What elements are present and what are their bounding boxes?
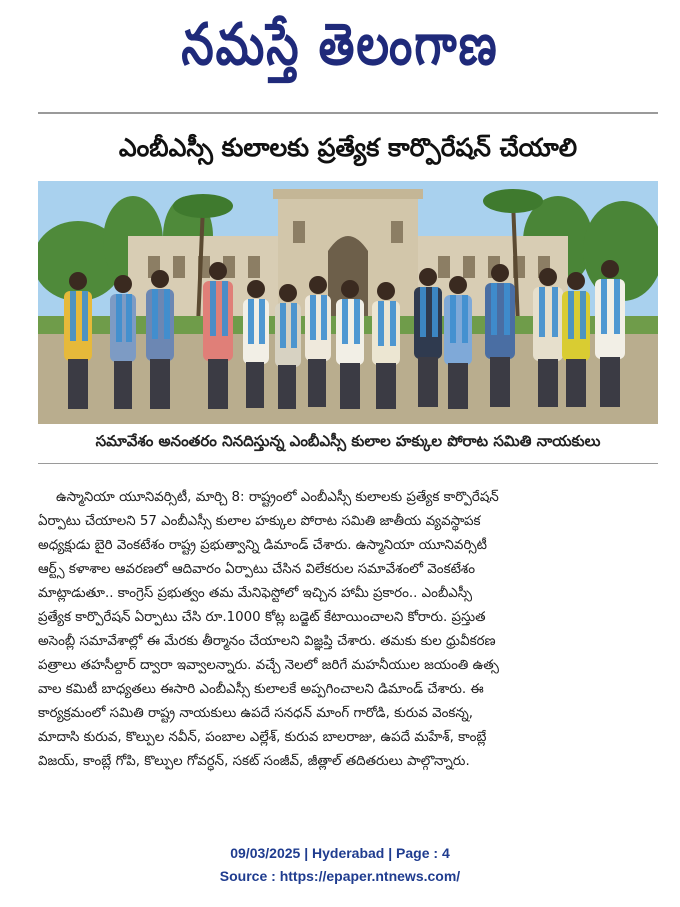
- body-line: అధ్యక్షుడు బైరి వెంకటేశం రాష్ట్ర ప్రభుత్వాన్ని డిమాండ్ చేశారు. ఉస్మానియా యూనివర్సిటీ: [38, 538, 487, 553]
- body-line: వాల కమిటీ బాధ్యతలు ఈసారి ఎంబీఎస్సీ కులాలకే అప్పగించాలని డిమాండ్ చేశారు. ఈ: [38, 682, 484, 697]
- article-headline: ఎంబీఎస్సీ కులాలకు ప్రత్యేక కార్పొరేషన్ చేయాలి: [118, 133, 578, 162]
- newspaper-masthead: [0, 8, 680, 80]
- body-line: మాదాసి కురువ, కొల్పుల నవీన్, పంబాల ఎల్లేశ్, కురువ బాలరాజు, ఉపదే మహేశ్, కాంబ్లే: [38, 730, 487, 745]
- body-line: ప్రత్యేక కార్పొరేషన్ ఏర్పాటు చేసి రూ.1000 కోట్ల బడ్జెట్ కేటాయించాలని కోరారు. ప్రస్తుత: [38, 610, 486, 625]
- body-line: విజయ్, కాంబ్లే గోపి, కొల్పుల గోవర్ధన్, సకట్ సంజీవ్, జీత్లాల్ తదితరులు పాల్గొన్నారు.: [38, 754, 470, 769]
- news-photo: [38, 181, 658, 424]
- headline-top-rule: [38, 112, 658, 114]
- body-line: ఏర్పాటు చేయాలని 57 ఎంబీఎస్సీ కులాల హక్కుల పోరాట సమితి జాతీయ వ్యవస్థాపక: [38, 514, 481, 529]
- masthead-title: నమస్తే తెలంగాణ: [181, 10, 499, 78]
- body-line: కార్యక్రమంలో సమితి రాష్ట్ర నాయకులు ఉపదే సనధన్ మాంగ్ గారోడి, కురువ వెంకన్న,: [38, 706, 473, 721]
- footer-date-page: 09/03/2025 | Hyderabad | Page : 4: [230, 845, 450, 861]
- group-photo-illustration: [38, 181, 658, 424]
- footer-source-link[interactable]: Source : https://epaper.ntnews.com/: [219, 868, 461, 884]
- photo-caption: సమావేశం అనంతరం నినదిస్తున్న ఎంబీఎస్సీ కులాల హక్కుల పోరాట సమితి నాయకులు: [95, 432, 601, 450]
- article-body: [38, 486, 658, 822]
- body-line: ఆర్ట్స్ కళాశాల ఆవరణలో ఆదివారం ఏర్పాటు చేసిన విలేకరుల సమావేశంలో వెంకటేశం: [38, 562, 476, 577]
- body-line: అసెంబ్లీ సమావేశాల్లో ఈ మేరకు తీర్మానం చేయాలని విజ్ఞప్తి చేశారు. తమకు కుల ధ్రువీకరణ: [38, 634, 496, 649]
- caption-bottom-rule: [38, 463, 658, 464]
- body-line: మాట్లాడుతూ.. కాంగ్రెస్ ప్రభుత్వం తమ మేనిఫెస్టోలో ఇచ్చిన హామీ ప్రకారం.. ఎంబీఎస్సీ: [38, 586, 473, 601]
- body-line: పత్రాలు తహసీల్దార్ ద్వారా ఇవ్వాలన్నారు. వచ్చే నెలలో జరిగే మహనీయుల జయంతి ఉత్స: [38, 658, 499, 673]
- body-line: ఉస్మానియా యూనివర్సిటీ, మార్చి 8: రాష్ట్రంలో ఎంబీఎస్సీ కులాలకు ప్రత్యేక కార్పొరేషన్: [56, 490, 499, 505]
